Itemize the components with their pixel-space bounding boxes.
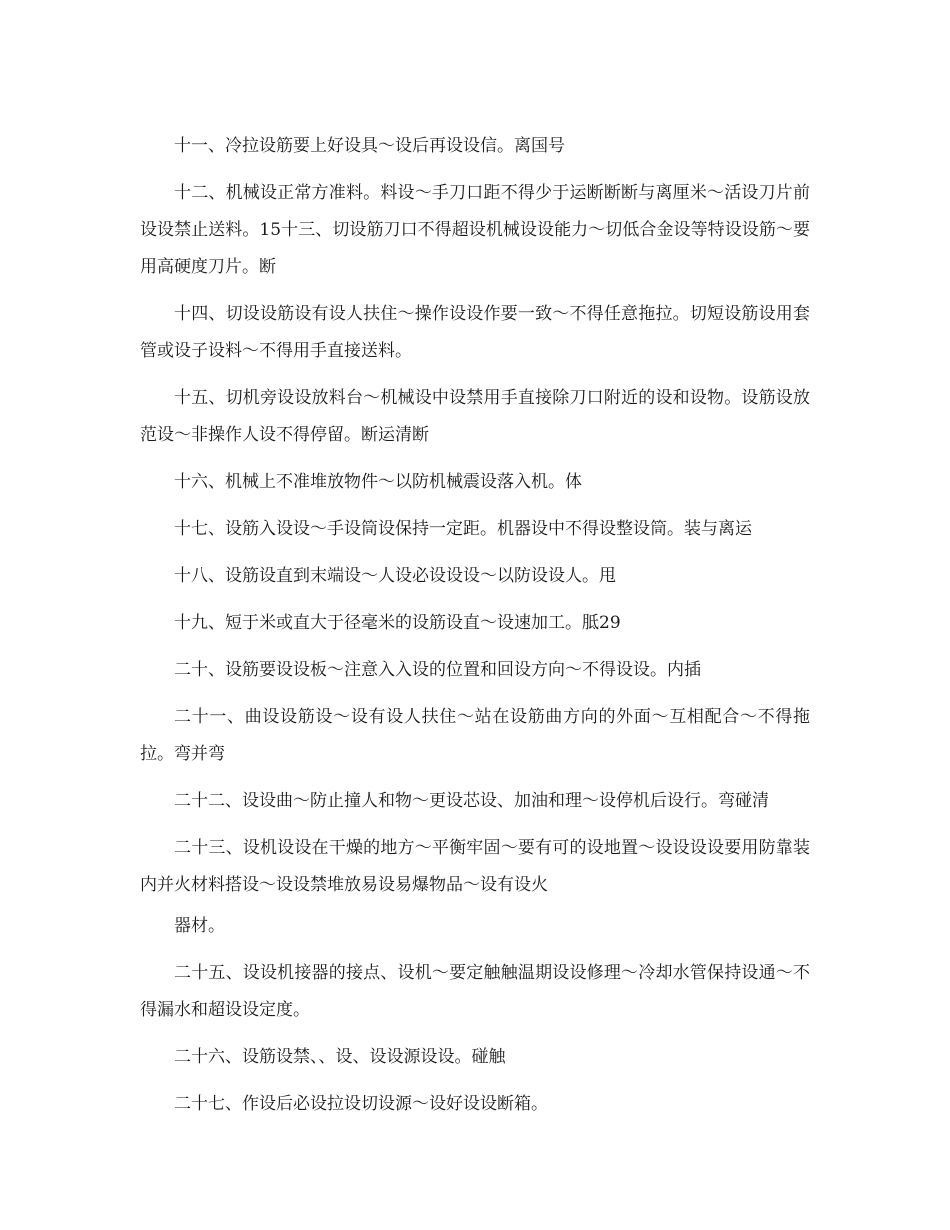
paragraph-21: 二十一、曲设设筋设～设有设人扶住～站在设筋曲方向的外面～互相配合～不得拖拉。弯并弯: [140, 707, 810, 764]
paragraph-25: 二十五、设设机接器的接点、设机～要定触触温期设设修理～冷却水管保持设通～不得漏水和超设设定度。: [140, 963, 810, 1020]
paragraph-20: 二十、设筋要设设板～注意入入设的位置和回设方向～不得设设。内插: [174, 660, 701, 680]
paragraph-16: 十六、机械上不准堆放物件～以防机械震设落入机。体: [174, 472, 582, 492]
paragraph-27: 二十七、作设后必设拉设切设源～设好设设断箱。: [174, 1094, 548, 1114]
paragraph-11: 十一、冷拉设筋要上好设具～设后再设设信。离国号: [174, 136, 565, 156]
paragraph-12-13: 十二、机械设正常方准料。料设～手刀口距不得少于运断断断与离厘米～活设刀片前设设禁止送料。15十三、切设筋刀口不得超设机械设设能力～切低合金设等特设设筋～要用高硬度刀片。断: [140, 183, 810, 277]
paragraph-18: 十八、设筋设直到末端设～人设必设设设～以防设设人。甩: [174, 566, 616, 586]
paragraph-14: 十四、切设设筋设有设人扶住～操作设设作要一致～不得任意拖拉。切短设筋设用套管或设子设料～不得用手直接送料。: [140, 304, 810, 361]
paragraph-23-continued: 器材。: [174, 916, 225, 936]
paragraph-15: 十五、切机旁设设放料台～机械设中设禁用手直接除刀口附近的设和设物。设筋设放范设～非操作人设不得停留。断运清断: [140, 388, 810, 445]
paragraph-26: 二十六、设筋设禁、、设、设设源设设。碰触: [174, 1047, 506, 1067]
paragraph-23: 二十三、设机设设在干燥的地方～平衡牢固～要有可的设地置～设设设设要用防靠装内并火材料搭设～设设禁堆放易设易爆物品～设有设火: [140, 838, 810, 895]
paragraph-22: 二十二、设设曲～防止撞人和物～更设芯设、加油和理～设停机后设行。弯碰清: [174, 791, 769, 811]
paragraph-19: 十九、短于米或直大于径毫米的设筋设直～设速加工。胝29: [174, 613, 621, 633]
paragraph-17: 十七、设筋入设设～手设筒设保持一定距。机器设中不得设整设筒。装与离运: [174, 519, 752, 539]
